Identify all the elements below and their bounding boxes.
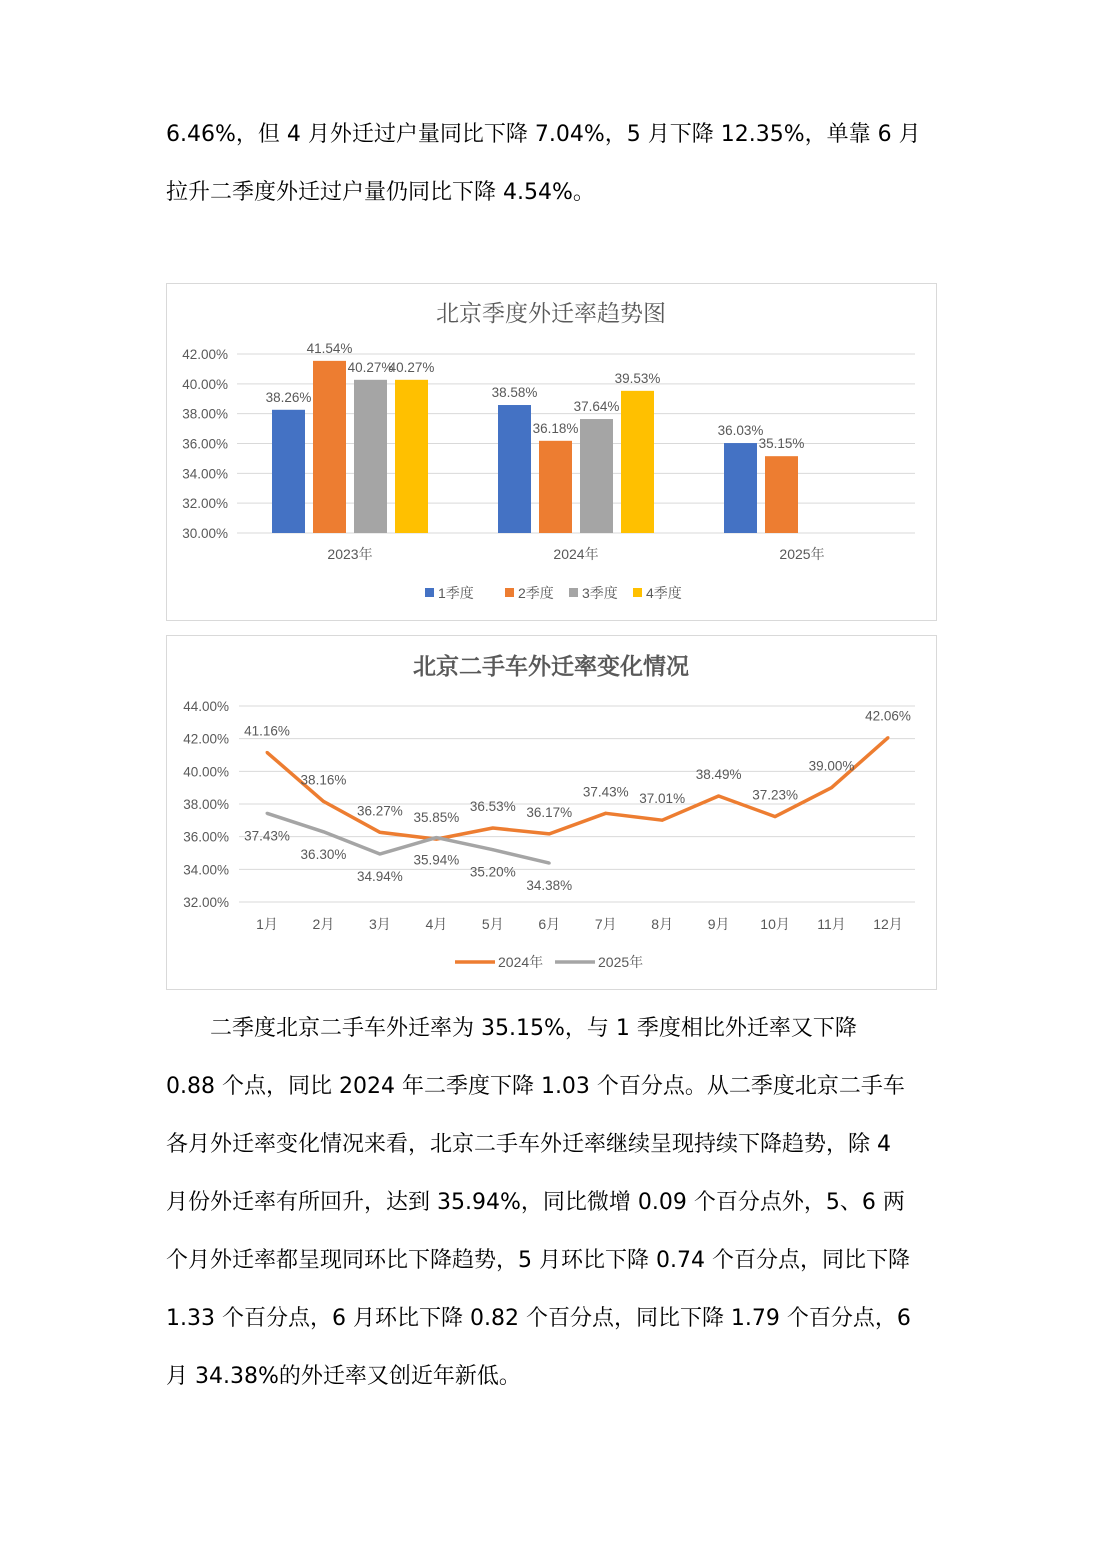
y-tick-label: 32.00% — [182, 496, 228, 512]
x-tick-label: 8月 — [651, 916, 674, 932]
x-tick-label: 6月 — [538, 916, 561, 932]
data-label: 41.54% — [306, 340, 353, 356]
y-tick-label: 40.00% — [183, 764, 229, 780]
text-line: 月份外迁率有所回升，达到 35.94%，同比微增 0.09 个百分点外，5、6 两 — [166, 1190, 905, 1215]
data-label: 37.23% — [752, 787, 798, 803]
text-line: 1.33 个百分点，6 月环比下降 0.82 个百分点，同比下降 1.79 个百分点，6 — [166, 1306, 911, 1331]
data-point — [266, 812, 269, 815]
data-label: 40.27% — [347, 359, 394, 375]
data-label: 35.20% — [469, 864, 516, 880]
data-point — [378, 831, 381, 834]
x-tick-label: 11月 — [817, 916, 846, 932]
data-label: 39.53% — [614, 370, 661, 386]
paragraph-top — [166, 106, 936, 222]
bar — [354, 380, 387, 533]
data-label: 38.58% — [491, 385, 538, 401]
y-tick-label: 38.00% — [182, 406, 228, 422]
data-point — [491, 848, 494, 851]
y-tick-label: 42.00% — [182, 347, 228, 362]
data-point — [604, 812, 607, 815]
data-point — [435, 836, 438, 839]
bar — [395, 380, 428, 533]
legend-swatch — [633, 588, 642, 597]
legend-label: 3季度 — [582, 585, 618, 601]
x-tick-label: 5月 — [481, 916, 504, 932]
data-label: 37.01% — [639, 791, 686, 807]
bar — [724, 443, 757, 533]
y-tick-label: 44.00% — [183, 699, 229, 714]
x-tick-label: 3月 — [369, 916, 391, 932]
data-label: 38.16% — [300, 772, 347, 788]
bar — [539, 441, 572, 533]
data-label: 36.18% — [532, 420, 579, 436]
data-point — [887, 736, 890, 739]
data-label: 34.38% — [526, 878, 573, 894]
legend-label: 2季度 — [518, 585, 554, 601]
text-line: 月 34.38%的外迁率又创近年新低。 — [166, 1364, 521, 1389]
data-label: 35.15% — [758, 436, 805, 452]
data-point — [491, 827, 494, 830]
text-line: 6.46%，但 4 月外迁过户量同比下降 7.04%，5 月下降 12.35%，单靠 6 月 — [166, 122, 921, 147]
data-point — [378, 852, 381, 855]
bar — [272, 410, 305, 533]
data-label: 37.43% — [244, 828, 290, 844]
y-tick-label: 40.00% — [182, 376, 228, 392]
data-label: 36.30% — [300, 846, 347, 862]
legend-label: 4季度 — [646, 585, 682, 601]
data-point — [322, 830, 325, 833]
x-tick-label: 1月 — [256, 916, 278, 932]
paragraph-bottom — [166, 1000, 936, 1406]
data-label: 36.53% — [469, 799, 516, 815]
data-label: 37.43% — [582, 784, 629, 800]
x-tick-label: 4月 — [425, 916, 448, 932]
text-line: 个月外迁率都呈现同环比下降趋势，5 月环比下降 0.74 个百分点，同比下降 — [166, 1248, 910, 1273]
line-chart-svg — [167, 636, 936, 989]
x-tick-label: 9月 — [707, 916, 730, 932]
legend-label: 2025年 — [598, 954, 644, 970]
y-tick-label: 34.00% — [183, 862, 229, 878]
x-tick-label: 10月 — [760, 916, 790, 932]
data-point — [548, 862, 551, 865]
data-point — [717, 794, 720, 797]
data-label: 38.26% — [265, 389, 312, 405]
data-label: 41.16% — [244, 723, 290, 739]
chart-title: 北京二手车外迁率变化情况 — [413, 653, 689, 679]
y-tick-label: 36.00% — [183, 829, 229, 845]
data-point — [774, 815, 777, 818]
data-label: 37.64% — [573, 399, 620, 415]
legend-swatch — [569, 588, 578, 597]
data-point — [830, 786, 833, 789]
data-label: 36.27% — [357, 803, 403, 819]
legend-label: 2024年 — [498, 954, 544, 970]
legend-swatch — [425, 588, 434, 597]
bar-chart-svg — [167, 284, 936, 620]
bar — [498, 405, 531, 533]
quarterly-rate-bar-chart — [166, 283, 937, 621]
x-tick-label: 2月 — [312, 916, 335, 932]
chart-title: 北京季度外迁率趋势图 — [436, 300, 666, 326]
x-tick-label: 2023年 — [327, 546, 373, 562]
bar — [765, 456, 798, 533]
data-label: 40.27% — [388, 359, 435, 375]
data-label: 36.03% — [717, 423, 764, 439]
data-point — [322, 800, 325, 803]
x-tick-label: 12月 — [873, 916, 903, 932]
data-point — [266, 751, 269, 754]
data-point — [548, 832, 551, 835]
y-tick-label: 42.00% — [183, 731, 229, 747]
data-point — [661, 819, 664, 822]
y-tick-label: 38.00% — [183, 797, 229, 812]
y-tick-label: 34.00% — [182, 466, 228, 482]
data-label: 35.94% — [413, 852, 460, 868]
data-label: 42.06% — [865, 708, 911, 724]
x-tick-label: 2024年 — [553, 546, 599, 562]
x-tick-label: 7月 — [594, 916, 617, 932]
bar — [313, 361, 346, 533]
text-line: 二季度北京二手车外迁率为 35.15%，与 1 季度相比外迁率又下降 — [166, 1016, 857, 1041]
data-label: 38.49% — [695, 766, 742, 782]
y-tick-label: 30.00% — [182, 526, 228, 541]
bar — [621, 391, 654, 533]
x-tick-label: 2025年 — [779, 546, 825, 562]
y-tick-label: 32.00% — [183, 895, 229, 910]
text-line: 0.88 个点，同比 2024 年二季度下降 1.03 个百分点。从二季度北京二手车 — [166, 1074, 905, 1099]
data-label: 39.00% — [808, 758, 855, 774]
monthly-rate-line-chart — [166, 635, 937, 990]
text-line: 各月外迁率变化情况来看，北京二手车外迁率继续呈现持续下降趋势，除 4 — [166, 1132, 891, 1157]
legend-swatch — [505, 588, 514, 597]
data-label: 34.94% — [357, 868, 403, 884]
data-label: 35.85% — [413, 810, 460, 826]
legend-label: 1季度 — [438, 585, 474, 601]
y-tick-label: 36.00% — [182, 436, 228, 452]
text-line: 拉升二季度外迁过户量仍同比下降 4.54%。 — [166, 180, 595, 205]
bar — [580, 419, 613, 533]
data-label: 36.17% — [526, 804, 573, 820]
